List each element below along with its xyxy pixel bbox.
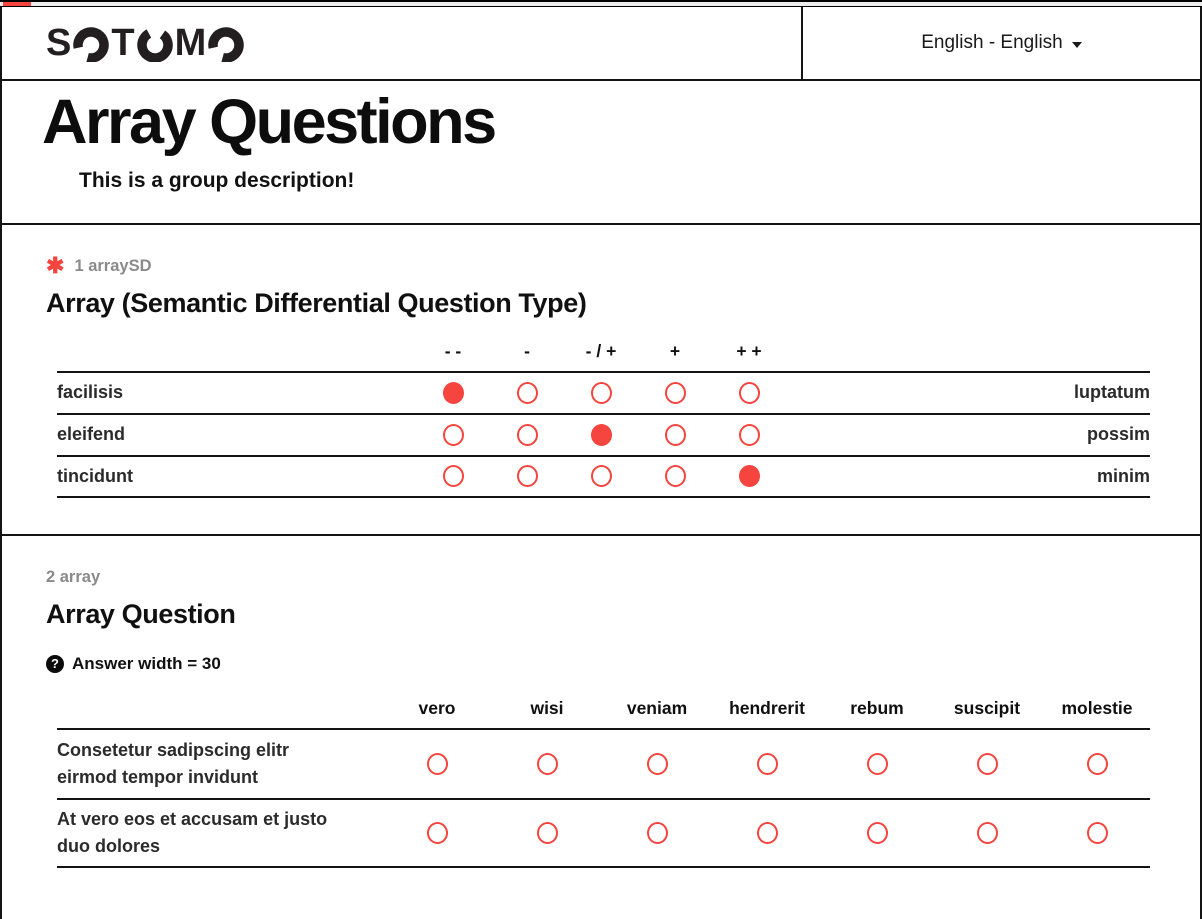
page-frame [0, 7, 1202, 919]
radio-button[interactable] [443, 465, 464, 487]
radio-button[interactable] [1087, 822, 1108, 844]
column-header: wisi [530, 697, 564, 718]
question-code: 2 array [46, 567, 101, 586]
spacer [786, 347, 1150, 359]
radio-button[interactable] [443, 424, 464, 446]
row-label-left: facilisis [57, 382, 124, 403]
logo-area [2, 7, 801, 79]
question-mark-icon: ? [46, 655, 64, 673]
top-navbar [2, 7, 1200, 81]
question-title: Array Question [46, 598, 236, 629]
table-row [57, 371, 1150, 413]
column-header: - [524, 340, 530, 361]
radio-button[interactable] [517, 465, 538, 487]
column-header: + + [736, 340, 762, 361]
spacer [57, 347, 416, 359]
table-row [57, 413, 1150, 455]
radio-button[interactable] [591, 465, 612, 487]
table-row [57, 455, 1150, 498]
radio-button[interactable] [665, 382, 686, 404]
progress-fill [3, 2, 31, 6]
column-header: veniam [626, 697, 688, 718]
radio-button[interactable] [443, 382, 464, 404]
radio-button[interactable] [757, 753, 778, 775]
column-header: hendrerit [729, 697, 805, 718]
radio-button[interactable] [517, 382, 538, 404]
spacer [57, 703, 382, 715]
column-header-row [57, 690, 1150, 728]
radio-button[interactable] [739, 465, 760, 487]
radio-button[interactable] [537, 753, 558, 775]
column-header: rebum [850, 697, 904, 718]
column-header: vero [418, 697, 456, 718]
radio-button[interactable] [739, 424, 760, 446]
column-header: - - [444, 340, 462, 361]
row-label-right: possim [1086, 424, 1150, 445]
column-header: molestie [1061, 697, 1133, 718]
chevron-down-icon [1072, 42, 1082, 48]
group-title: Array Questions [42, 87, 495, 157]
array-table [57, 690, 1150, 868]
group-header [2, 81, 1200, 225]
row-label-left: Consetetur sadipscing elitr eirmod tempor invidunt [57, 739, 290, 787]
question-array [2, 536, 1200, 868]
table-row [57, 798, 1150, 868]
row-label-left: eleifend [57, 424, 126, 445]
radio-button[interactable] [647, 822, 668, 844]
column-header: - / + [585, 340, 617, 361]
column-header: suscipit [953, 697, 1021, 718]
radio-button[interactable] [591, 382, 612, 404]
question-code-row [46, 253, 1156, 279]
radio-button[interactable] [1087, 753, 1108, 775]
question-code: 1 arraySD [74, 256, 152, 275]
radio-button[interactable] [427, 753, 448, 775]
column-header: + [669, 340, 681, 361]
radio-button[interactable] [867, 822, 888, 844]
radio-button[interactable] [591, 424, 612, 446]
radio-button[interactable] [757, 822, 778, 844]
language-dropdown[interactable] [801, 7, 1200, 79]
radio-button[interactable] [537, 822, 558, 844]
question-code-row [46, 568, 1156, 587]
group-description: This is a group description! [79, 168, 355, 192]
radio-button[interactable] [427, 822, 448, 844]
radio-button[interactable] [977, 753, 998, 775]
column-header-row [57, 335, 1150, 371]
radio-button[interactable] [977, 822, 998, 844]
semantic-differential-table [57, 335, 1150, 498]
question-help [46, 654, 1156, 674]
sotomo-logo: S T M [46, 24, 246, 62]
row-label-right: minim [1096, 465, 1150, 486]
radio-button[interactable] [739, 382, 760, 404]
row-label-left: tincidunt [57, 465, 133, 486]
table-row [57, 728, 1150, 798]
help-text: Answer width = 30 [72, 653, 221, 673]
radio-button[interactable] [867, 753, 888, 775]
language-label: English - English [921, 32, 1063, 53]
radio-button[interactable] [517, 424, 538, 446]
question-arraysd [2, 225, 1200, 536]
question-title: Array (Semantic Differential Question Type) [46, 287, 587, 318]
row-label-left: At vero eos et accusam et justo duo dolores [57, 808, 328, 856]
radio-button[interactable] [665, 424, 686, 446]
radio-button[interactable] [665, 465, 686, 487]
radio-button[interactable] [647, 753, 668, 775]
row-label-right: luptatum [1074, 382, 1150, 403]
mandatory-asterisk-icon: ✱ [46, 253, 65, 279]
progress-bar [0, 0, 1202, 7]
